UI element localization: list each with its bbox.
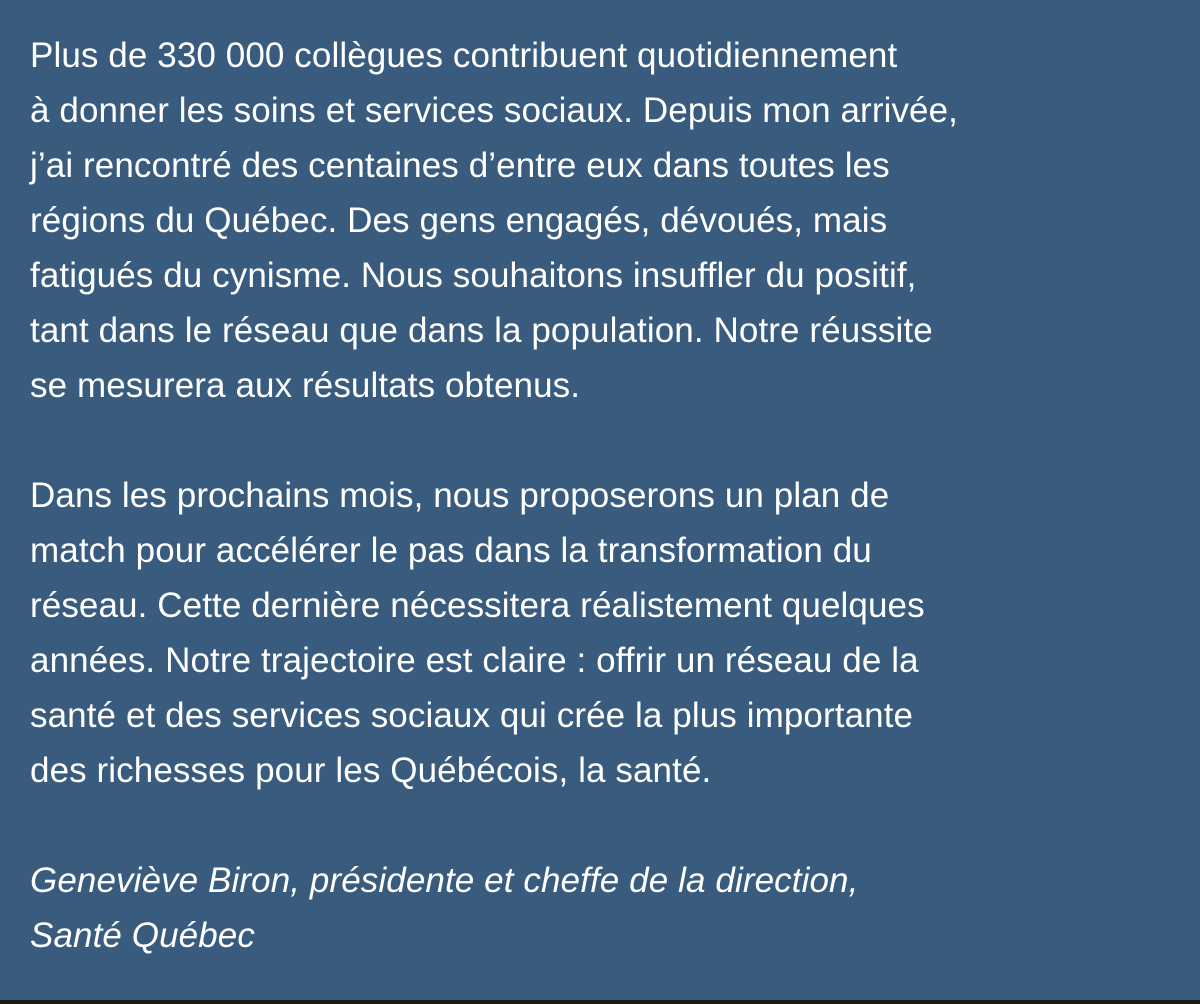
paragraph-1-line: tant dans le réseau que dans la population. Notre réussite <box>30 311 933 350</box>
attribution <box>30 853 1200 963</box>
paragraph-1-line: fatigués du cynisme. Nous souhaitons insuffler du positif, <box>30 256 917 295</box>
paragraph-2-line: match pour accélérer le pas dans la transformation du <box>30 531 872 570</box>
paragraph-1-line: se mesurera aux résultats obtenus. <box>30 366 581 405</box>
paragraph-1-line: à donner les soins et services sociaux. Depuis mon arrivée, <box>30 91 958 130</box>
paragraph-2-line: années. Notre trajectoire est claire : offrir un réseau de la <box>30 641 919 680</box>
paragraph-1 <box>30 28 1200 413</box>
paragraph-1-line: Plus de 330 000 collègues contribuent quotidiennement <box>30 36 898 75</box>
paragraph-2-line: des richesses pour les Québécois, la santé. <box>30 751 712 790</box>
paragraph-2-line: santé et des services sociaux qui crée la plus importante <box>30 696 914 735</box>
paragraph-2 <box>30 468 1200 798</box>
paragraph-2-line: Dans les prochains mois, nous proposerons un plan de <box>30 476 890 515</box>
quote-body <box>30 28 1200 963</box>
attribution-line: Geneviève Biron, présidente et cheffe de la direction, <box>30 861 859 900</box>
paragraph-2-line: réseau. Cette dernière nécessitera réalistement quelques <box>30 586 925 625</box>
attribution-line: Santé Québec <box>30 916 255 955</box>
bottom-divider <box>0 1000 1200 1004</box>
paragraph-1-line: j’ai rencontré des centaines d’entre eux dans toutes les <box>30 146 890 185</box>
paragraph-1-line: régions du Québec. Des gens engagés, dévoués, mais <box>30 201 888 240</box>
